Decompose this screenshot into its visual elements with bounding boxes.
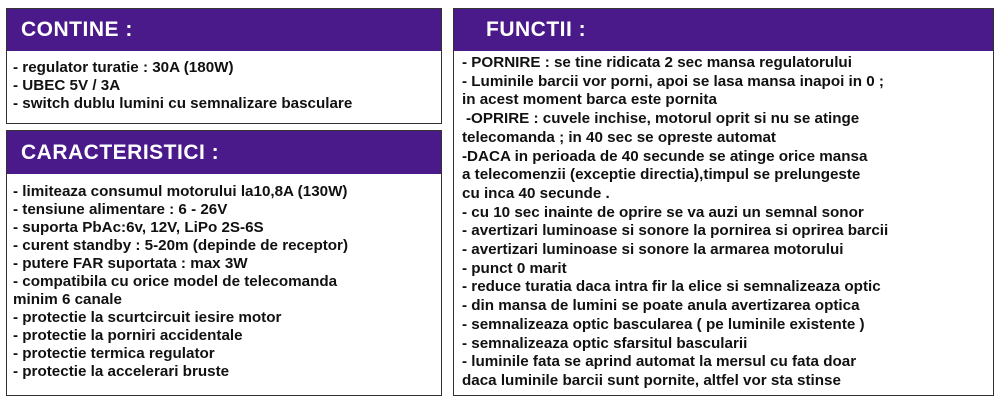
list-item: - protectie termica regulator xyxy=(13,345,215,362)
contine-list xyxy=(13,59,437,113)
list-item: - protectie la scurtcircuit iesire motor xyxy=(13,309,282,326)
list-item: -DACA in perioada de 40 secunde se atinge orice mansa xyxy=(462,147,868,165)
list-item: - Luminile barcii vor porni, apoi se lasa mansa inapoi in 0 ; xyxy=(462,72,884,90)
list-item: telecomanda ; in 40 sec se opreste automat xyxy=(462,128,776,146)
list-item: - curent standby : 5-20m (depinde de receptor) xyxy=(13,237,349,254)
functii-panel xyxy=(453,8,994,396)
list-item: - compatibila cu orice model de telecomanda xyxy=(13,273,338,290)
list-item: daca luminile barcii sunt pornite, altfel vor sta stinse xyxy=(462,371,841,389)
caracteristici-panel xyxy=(6,130,442,396)
list-item: - protectie la porniri accidentale xyxy=(13,327,243,344)
list-item: -OPRIRE : cuvele inchise, motorul oprit si nu se atinge xyxy=(466,110,860,128)
list-item: - protectie la accelerari bruste xyxy=(13,363,230,380)
list-item: - regulator turatie : 30A (180W) xyxy=(13,59,234,76)
caracteristici-header xyxy=(7,131,441,174)
list-item: - suporta PbAc:6v, 12V, LiPo 2S-6S xyxy=(13,219,264,236)
functii-list xyxy=(462,54,989,391)
list-item: - din mansa de lumini se poate anula avertizarea optica xyxy=(462,297,860,315)
caracteristici-title: CARACTERISTICI : xyxy=(21,140,220,164)
list-item: - semnalizeaza optic bascularea ( pe luminile existente ) xyxy=(462,315,865,333)
list-item: - UBEC 5V / 3A xyxy=(13,77,121,94)
list-item: in acest moment barca este pornita xyxy=(462,91,717,109)
list-item: - punct 0 marit xyxy=(462,259,567,277)
caracteristici-list xyxy=(13,183,437,381)
list-item: a telecomenzii (exceptie directia),timpul se prelungeste xyxy=(462,166,861,184)
contine-header xyxy=(7,9,441,51)
list-item: - avertizari luminoase si sonore la armarea motorului xyxy=(462,241,844,259)
contine-panel xyxy=(6,8,442,124)
list-item: - avertizari luminoase si sonore la pornirea si oprirea barcii xyxy=(462,222,889,240)
list-item: - cu 10 sec inainte de oprire se va auzi un semnal sonor xyxy=(462,203,864,221)
functii-header xyxy=(454,9,993,51)
list-item: - semnalizeaza optic sfarsitul bascularii xyxy=(462,334,748,352)
list-item: - limiteaza consumul motorului la10,8A (130W) xyxy=(13,183,348,200)
list-item: - PORNIRE : se tine ridicata 2 sec mansa regulatorului xyxy=(462,54,852,71)
functii-title: FUNCTII : xyxy=(486,18,587,41)
list-item: - switch dublu lumini cu semnalizare basculare xyxy=(13,95,353,112)
list-item: - reduce turatia daca intra fir la elice si semnalizeaza optic xyxy=(462,278,881,296)
list-item: - putere FAR suportata : max 3W xyxy=(13,255,248,272)
list-item: minim 6 canale xyxy=(13,291,122,308)
contine-title: CONTINE : xyxy=(21,18,133,41)
list-item: - luminile fata se aprind automat la mersul cu fata doar xyxy=(462,353,857,371)
list-item: cu inca 40 secunde . xyxy=(462,184,610,202)
list-item: - tensiune alimentare : 6 - 26V xyxy=(13,201,228,218)
